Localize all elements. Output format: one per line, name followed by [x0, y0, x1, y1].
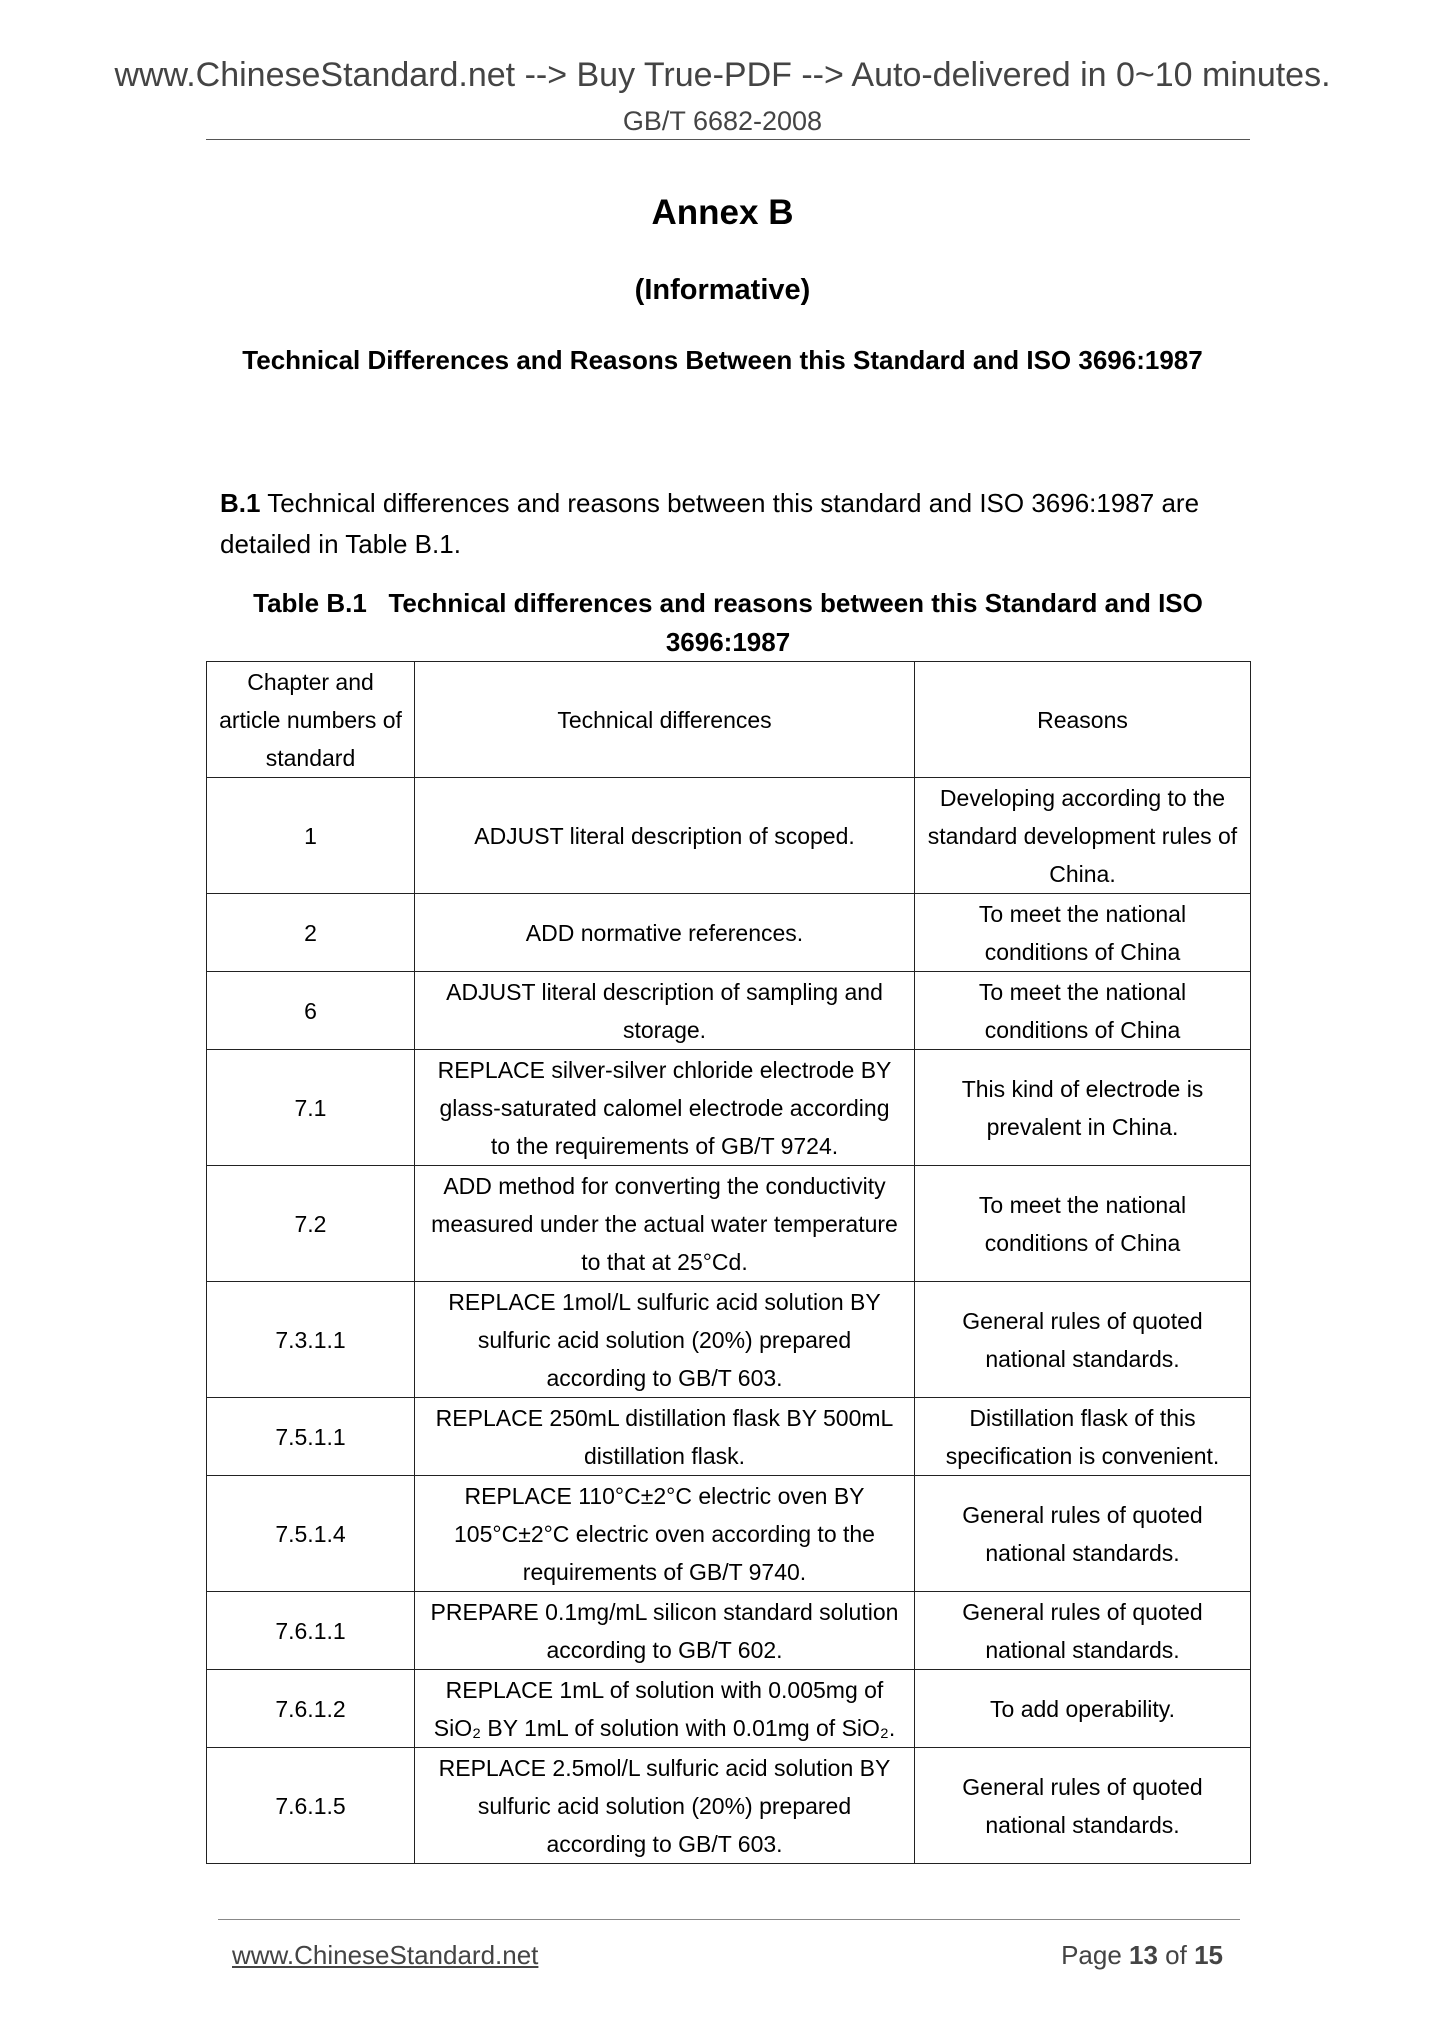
header-chapter: Chapter and article numbers of standard — [207, 662, 415, 778]
cell-reason: General rules of quoted national standards. — [915, 1748, 1251, 1864]
standard-code: GB/T 6682-2008 — [622, 106, 823, 136]
table-row — [207, 972, 1251, 1050]
page-number: Page 13 of 15 — [1061, 1940, 1223, 1970]
cell-technical-difference: ADJUST literal description of scoped. — [415, 778, 915, 894]
footer-divider — [218, 1919, 1240, 1920]
clause-label: B.1 — [220, 488, 261, 518]
paragraph-text-line1: Technical differences and reasons between this standard and ISO 3696:1987 are — [260, 488, 1200, 518]
annex-title: Annex B — [651, 193, 794, 232]
cell-chapter: 7.6.1.1 — [207, 1592, 415, 1670]
cell-reason: Distillation flask of this specification is convenient. — [915, 1398, 1251, 1476]
cell-reason: To meet the national conditions of China — [915, 972, 1251, 1050]
cell-technical-difference: REPLACE silver-silver chloride electrode BY glass-saturated calomel electrode according to the requirements of GB/T 9724. — [415, 1050, 915, 1166]
differences-table — [206, 661, 1251, 1864]
cell-chapter: 7.5.1.4 — [207, 1476, 415, 1592]
table-row — [207, 894, 1251, 972]
table-row — [207, 1398, 1251, 1476]
cell-chapter: 7.1 — [207, 1050, 415, 1166]
cell-technical-difference: REPLACE 250mL distillation flask BY 500mL distillation flask. — [415, 1398, 915, 1476]
cell-technical-difference: PREPARE 0.1mg/mL silicon standard solution according to GB/T 602. — [415, 1592, 915, 1670]
header-technical-differences: Technical differences — [415, 662, 915, 778]
cell-reason: To meet the national conditions of China — [915, 894, 1251, 972]
table-row — [207, 1166, 1251, 1282]
table-caption — [206, 584, 1250, 662]
table-caption-line2: 3696:1987 — [665, 627, 791, 657]
cell-technical-difference: REPLACE 110°C±2°C electric oven BY 105°C±2°C electric oven according to the requirements of GB/T 9740. — [415, 1476, 915, 1592]
cell-technical-difference: REPLACE 1mL of solution with 0.005mg of SiO₂ BY 1mL of solution with 0.01mg of SiO₂. — [415, 1670, 915, 1748]
table-caption-line1: Table B.1 Technical differences and reasons between this Standard and ISO — [253, 588, 1203, 618]
table-row — [207, 1592, 1251, 1670]
intro-paragraph — [220, 483, 1250, 565]
cell-reason: To meet the national conditions of China — [915, 1166, 1251, 1282]
cell-technical-difference: REPLACE 2.5mol/L sulfuric acid solution BY sulfuric acid solution (20%) prepared according to GB/T 603. — [415, 1748, 915, 1864]
footer-site-link[interactable]: www.ChineseStandard.net — [232, 1940, 539, 1970]
cell-chapter: 2 — [207, 894, 415, 972]
table-row — [207, 778, 1251, 894]
annex-subtitle: (Informative) — [634, 274, 811, 306]
cell-technical-difference: ADD method for converting the conductivity measured under the actual water temperature to that at 25°Cd. — [415, 1166, 915, 1282]
cell-chapter: 7.3.1.1 — [207, 1282, 415, 1398]
paragraph-text-line2: detailed in Table B.1. — [220, 529, 461, 559]
cell-chapter: 7.2 — [207, 1166, 415, 1282]
header-reasons: Reasons — [915, 662, 1251, 778]
header-divider — [206, 139, 1250, 140]
table-row — [207, 1748, 1251, 1864]
cell-reason: General rules of quoted national standards. — [915, 1282, 1251, 1398]
cell-chapter: 1 — [207, 778, 415, 894]
cell-technical-difference: ADD normative references. — [415, 894, 915, 972]
cell-reason: To add operability. — [915, 1670, 1251, 1748]
header-banner: www.ChineseStandard.net --> Buy True-PDF --> Auto-delivered in 0~10 minutes. — [114, 56, 1331, 94]
table-row — [207, 1670, 1251, 1748]
annex-heading: Technical Differences and Reasons Between this Standard and ISO 3696:1987 — [242, 345, 1203, 375]
cell-reason: General rules of quoted national standards. — [915, 1592, 1251, 1670]
table-row — [207, 1476, 1251, 1592]
table-row — [207, 1282, 1251, 1398]
cell-chapter: 7.6.1.5 — [207, 1748, 415, 1864]
cell-chapter: 7.6.1.2 — [207, 1670, 415, 1748]
page-current: 13 — [1129, 1940, 1158, 1970]
cell-chapter: 6 — [207, 972, 415, 1050]
cell-reason: This kind of electrode is prevalent in China. — [915, 1050, 1251, 1166]
cell-technical-difference: ADJUST literal description of sampling and storage. — [415, 972, 915, 1050]
page-total: 15 — [1194, 1940, 1223, 1970]
cell-chapter: 7.5.1.1 — [207, 1398, 415, 1476]
cell-reason: General rules of quoted national standards. — [915, 1476, 1251, 1592]
table-header-row — [207, 662, 1251, 778]
cell-technical-difference: REPLACE 1mol/L sulfuric acid solution BY sulfuric acid solution (20%) prepared according to GB/T 603. — [415, 1282, 915, 1398]
table-row — [207, 1050, 1251, 1166]
cell-reason: Developing according to the standard development rules of China. — [915, 778, 1251, 894]
